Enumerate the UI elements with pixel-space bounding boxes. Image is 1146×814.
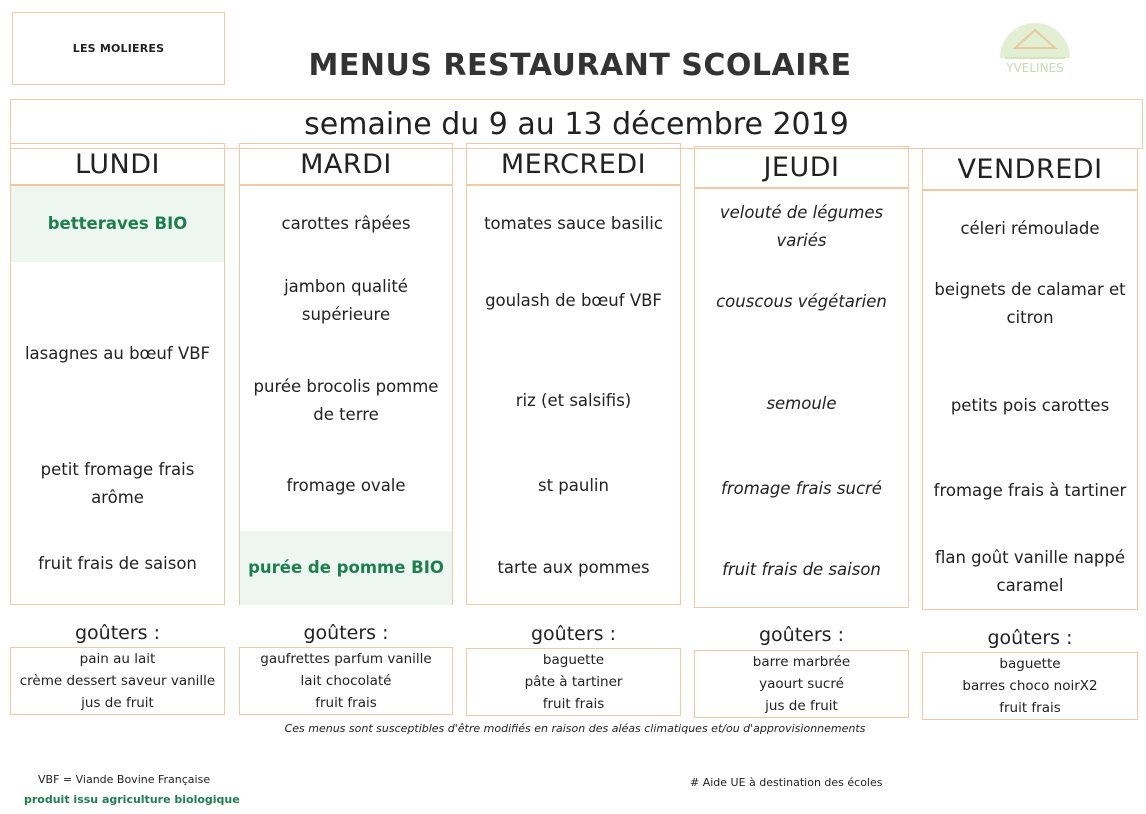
- menu-item-starter: velouté de légumes variés: [719, 203, 884, 250]
- menu-item-cheese: fromage ovale: [286, 476, 406, 495]
- gouters-lundi: [10, 647, 225, 715]
- gouters-label-vendredi: goûters :: [987, 627, 1073, 649]
- day-menu-mercredi: [466, 185, 681, 605]
- menu-item-dessert: fruit frais de saison: [722, 560, 881, 579]
- gouter-item: pâte à tartiner: [524, 674, 623, 690]
- gouters-label-jeudi: goûters :: [758, 624, 845, 646]
- gouters-label-mercredi: goûters :: [530, 623, 617, 645]
- menu-item-side: petits pois carottes: [950, 396, 1110, 415]
- menu-item-cheese: st paulin: [538, 476, 609, 495]
- gouter-item: baguette: [999, 656, 1061, 672]
- gouters-label-lundi: goûters :: [74, 622, 161, 644]
- gouter-item: pain au lait: [79, 651, 156, 667]
- menu-item-dessert: tarte aux pommes: [497, 558, 650, 577]
- menu-item-starter: carottes râpées: [281, 214, 411, 233]
- gouter-item: jus de fruit: [765, 698, 838, 714]
- menu-item-main: beignets de calamar et citron: [934, 280, 1126, 327]
- gouter-item: crème dessert saveur vanille: [19, 673, 216, 689]
- gouter-item: lait chocolaté: [300, 673, 392, 689]
- page-title: MENUS RESTAURANT SCOLAIRE: [308, 47, 852, 83]
- gouter-item: barre marbrée: [752, 654, 851, 670]
- day-header-vendredi: VENDREDI: [922, 148, 1138, 190]
- menu-item-main: goulash de bœuf VBF: [485, 291, 662, 310]
- menu-item-main: lasagnes au bœuf VBF: [24, 344, 211, 363]
- menu-item-side: semoule: [766, 394, 837, 413]
- gouter-item: fruit frais: [315, 695, 377, 711]
- menu-item-side: riz (et salsifis): [515, 391, 632, 410]
- week-title: semaine du 9 au 13 décembre 2019: [304, 106, 849, 142]
- gouters-vendredi: [922, 652, 1138, 720]
- day-header-mercredi: MERCREDI: [466, 143, 681, 185]
- gouter-item: yaourt sucré: [759, 676, 844, 692]
- gouter-item: baguette: [542, 652, 605, 668]
- vbf-legend: VBF = Viande Bovine Française: [38, 772, 211, 786]
- menu-item-dessert: purée de pomme BIO: [240, 531, 452, 605]
- gouters-jeudi: [694, 650, 909, 718]
- day-header-mardi: MARDI: [239, 143, 453, 185]
- gouters-mercredi: [466, 648, 681, 716]
- day-header-lundi: LUNDI: [10, 143, 225, 185]
- menu-item-starter: tomates sauce basilic: [484, 214, 663, 233]
- menu-item-dessert: fruit frais de saison: [38, 554, 197, 573]
- menu-item-cheese: fromage frais à tartiner: [933, 481, 1127, 500]
- gouters-mardi: [239, 647, 453, 715]
- gouters-label-mardi: goûters :: [303, 622, 389, 644]
- bio-legend: produit issu agriculture biologique: [24, 792, 240, 806]
- day-header-jeudi: JEUDI: [694, 146, 909, 188]
- day-menu-mardi: [239, 185, 453, 605]
- menu-item-cheese: petit fromage frais arôme: [40, 460, 195, 507]
- menu-item-dessert: flan goût vanille nappé caramel: [934, 548, 1126, 595]
- day-menu-vendredi: [922, 190, 1138, 610]
- day-menu-jeudi: [694, 188, 909, 608]
- menu-item-cheese: fromage frais sucré: [721, 479, 882, 498]
- yvelines-logo: [985, 8, 1085, 88]
- gouter-item: fruit frais: [999, 700, 1061, 716]
- menu-item-main: jambon qualité supérieure: [284, 277, 408, 324]
- menu-item-main: couscous végétarien: [716, 292, 887, 311]
- menu-item-starter: céleri rémoulade: [960, 219, 1100, 238]
- day-menu-lundi: [10, 185, 225, 605]
- menu-item-starter: betteraves BIO: [11, 186, 224, 262]
- school-name: LES MOLIERES: [12, 12, 225, 85]
- menu-item-side: purée brocolis pomme de terre: [253, 377, 439, 424]
- gouter-item: jus de fruit: [81, 695, 154, 711]
- gouter-item: fruit frais: [542, 696, 605, 712]
- disclaimer-note: Ces menus sont susceptibles d'être modifiés en raison des aléas climatiques et/ou d'approvisionnements: [284, 721, 866, 735]
- svg-text:YVELINES: YVELINES: [1006, 61, 1064, 75]
- gouter-item: gaufrettes parfum vanille: [260, 651, 432, 667]
- aide-ue-note: # Aide UE à destination des écoles: [690, 775, 883, 789]
- gouter-item: barres choco noirX2: [962, 678, 1098, 694]
